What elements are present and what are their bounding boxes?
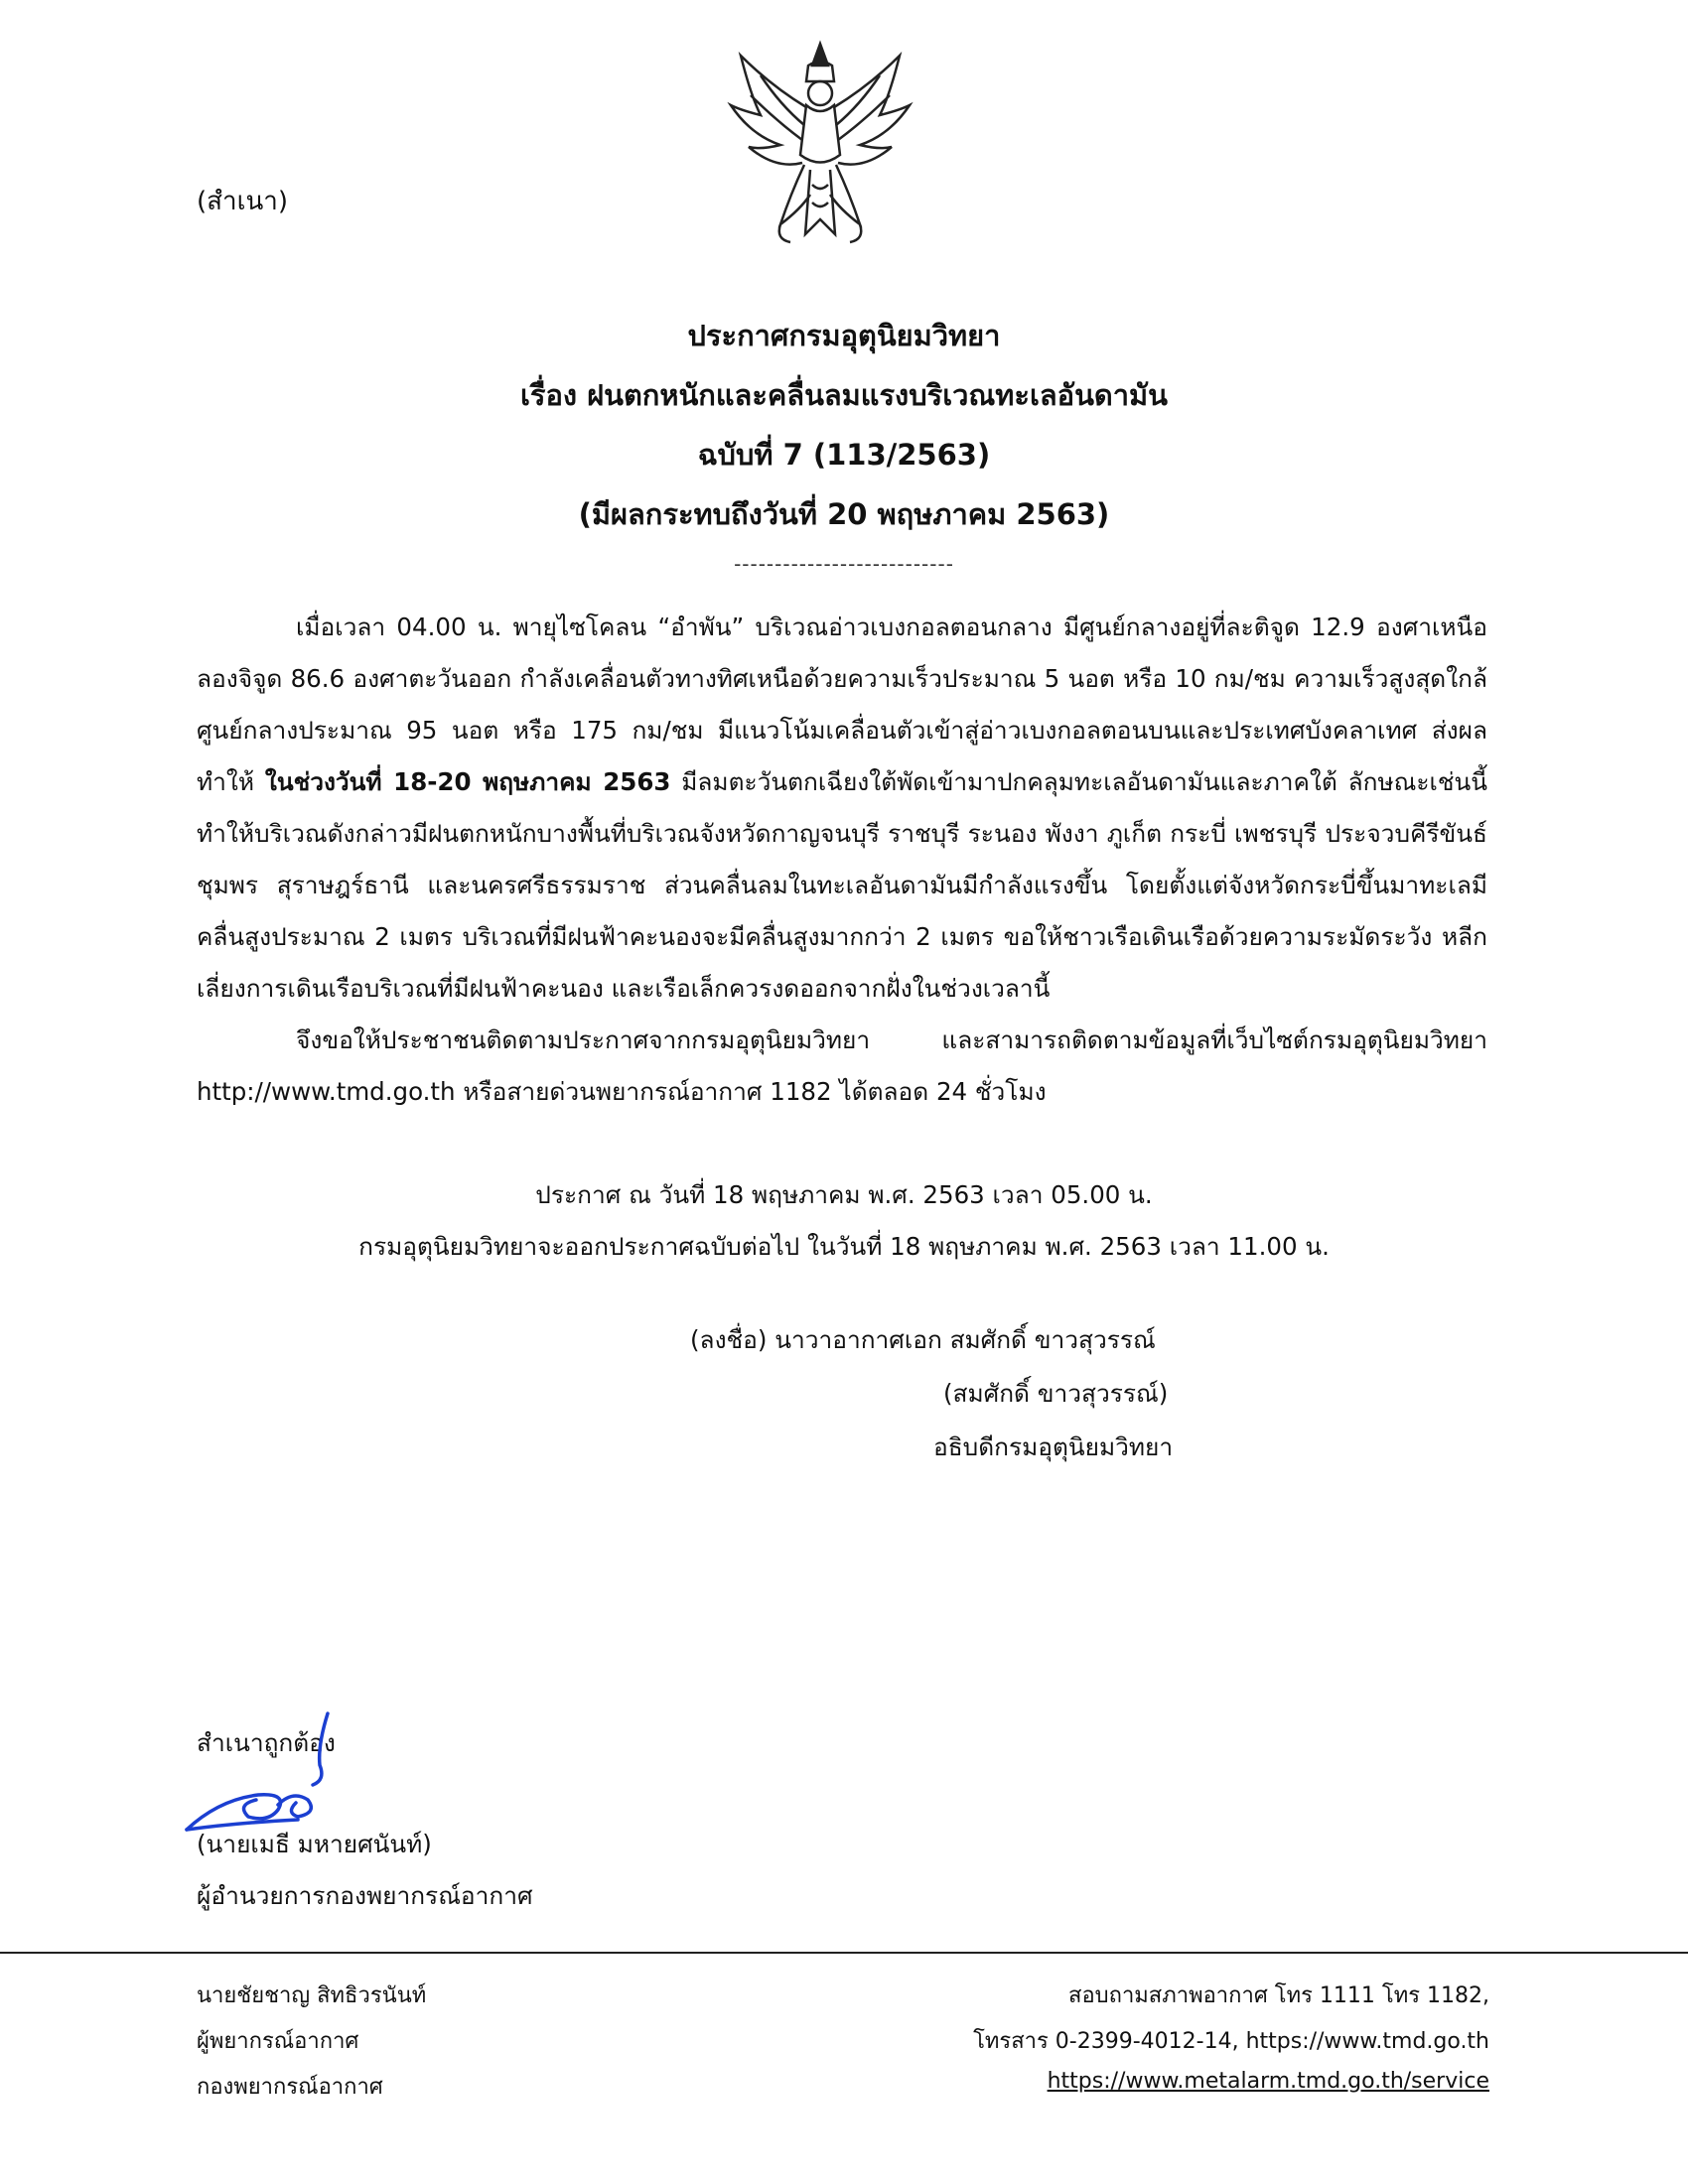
copy-mark: (สำเนา)	[197, 187, 289, 216]
contact-phone: สอบถามสภาพอากาศ โทร 1111 โทร 1182,	[1068, 1983, 1489, 2008]
garuda-emblem-icon	[721, 36, 919, 248]
paragraph-1-bold-dates: ในช่วงวันที่ 18-20 พฤษภาคม 2563	[264, 767, 671, 796]
signature-name: (สมศักดิ์ ขาวสุวรรณ์)	[943, 1379, 1169, 1408]
paragraph-1-text-a: เมื่อเวลา 04.00 น. พายุไซโคลน “อำพัน” บริเวณอ่าวเบงกอลตอนกลาง มีศูนย์กลางอยู่ที่ละติจูด 12.9 องศาเหนือ ลองจิจูด 86.6 องศาตะวันออก กำลังเคลื่อนตัวทางทิศเหนือด้วยความเร็วประมาณ 5 นอต หรือ 10 กม/ชม ความเร็วสูงสุดใกล้ศูนย์กลางประมาณ 95 นอต หรือ 175 กม/ชม มีแนวโน้มเคลื่อนตัวเข้าสู่อ่าวเบงกอลตอนบนและประเทศบังคลาเทศ ส่งผลทำให้	[197, 613, 1487, 796]
forecaster-role: ผู้พยากรณ์อากาศ	[197, 2029, 359, 2054]
paragraph-1-text-b: มีลมตะวันตกเฉียงใต้พัดเข้ามาปกคลุมทะเลอันดามันและภาคใต้ ลักษณะเช่นนี้ทำให้บริเวณดังกล่าวมีฝนตกหนักบางพื้นที่บริเวณจังหวัดกาญจนบุรี ราชบุรี ระนอง พังงา ภูเก็ต กระบี่ เพชรบุรี ประจวบคีรีขันธ์ ชุมพร สุราษฎร์ธานี และนครศรีธรรมราช ส่วนคลื่นลมในทะเลอันดามันมีกำลังแรงขึ้น โดยตั้งแต่จังหวัดกระบี่ขึ้นมาทะเลมีคลื่นสูงประมาณ 2 เมตร บริเวณที่มีฝนฟ้าคะนองจะมีคลื่นสูงมากกว่า 2 เมตร ขอให้ชาวเรือเดินเรือด้วยความระมัดระวัง หลีกเลี่ยงการเดินเรือบริเวณที่มีฝนฟ้าคะนอง และเรือเล็กควรงดออกจากฝั่งในช่วงเวลานี้	[197, 767, 1487, 1003]
contact-fax-web: โทรสาร 0-2399-4012-14, https://www.tmd.go.th	[973, 2029, 1489, 2054]
title-line-2: เรื่อง ฝนตกหนักและคลื่นลมแรงบริเวณทะเลอันดามัน	[520, 378, 1168, 412]
body-paragraph-1	[197, 602, 1487, 1015]
certified-position: ผู้อำนวยการกองพยากรณ์อากาศ	[197, 1881, 533, 1910]
announcement-date: ประกาศ ณ วันที่ 18 พฤษภาคม พ.ศ. 2563 เวลา 05.00 น.	[535, 1180, 1153, 1209]
next-announcement: กรมอุตุนิยมวิทยาจะออกประกาศฉบับต่อไป ในวันที่ 18 พฤษภาคม พ.ศ. 2563 เวลา 11.00 น.	[358, 1232, 1330, 1261]
signature-signed: (ลงชื่อ) นาวาอากาศเอก สมศักดิ์ ขาวสุวรรณ์	[690, 1325, 1156, 1354]
metalarm-service-link[interactable]: https://www.metalarm.tmd.go.th/service	[1047, 2069, 1489, 2094]
separator: ---------------------------	[734, 552, 954, 576]
certified-label: สำเนาถูกต้อง	[197, 1728, 336, 1757]
forecaster-division: กองพยากรณ์อากาศ	[197, 2075, 383, 2100]
title-line-4: (มีผลกระทบถึงวันที่ 20 พฤษภาคม 2563)	[578, 497, 1110, 531]
signature-position: อธิบดีกรมอุตุนิยมวิทยา	[933, 1433, 1174, 1461]
footer-divider	[0, 1952, 1688, 1954]
announcement-title	[149, 306, 1539, 544]
title-line-3: ฉบับที่ 7 (113/2563)	[697, 438, 991, 472]
handwritten-signature-icon	[179, 1706, 348, 1833]
body-paragraph-2: จึงขอให้ประชาชนติดตามประกาศจากกรมอุตุนิยมวิทยา และสามารถติดตามข้อมูลที่เว็บไซต์กรมอุตุนิยมวิทยา http://www.tmd.go.th หรือสายด่วนพยากรณ์อากาศ 1182 ได้ตลอด 24 ชั่วโมง	[197, 1025, 1487, 1106]
forecaster-name: นายชัยชาญ สิทธิวรนันท์	[197, 1983, 427, 2008]
title-line-1: ประกาศกรมอุตุนิยมวิทยา	[687, 319, 1001, 352]
certified-name: (นายเมธี มหายศนันท์)	[197, 1830, 432, 1858]
